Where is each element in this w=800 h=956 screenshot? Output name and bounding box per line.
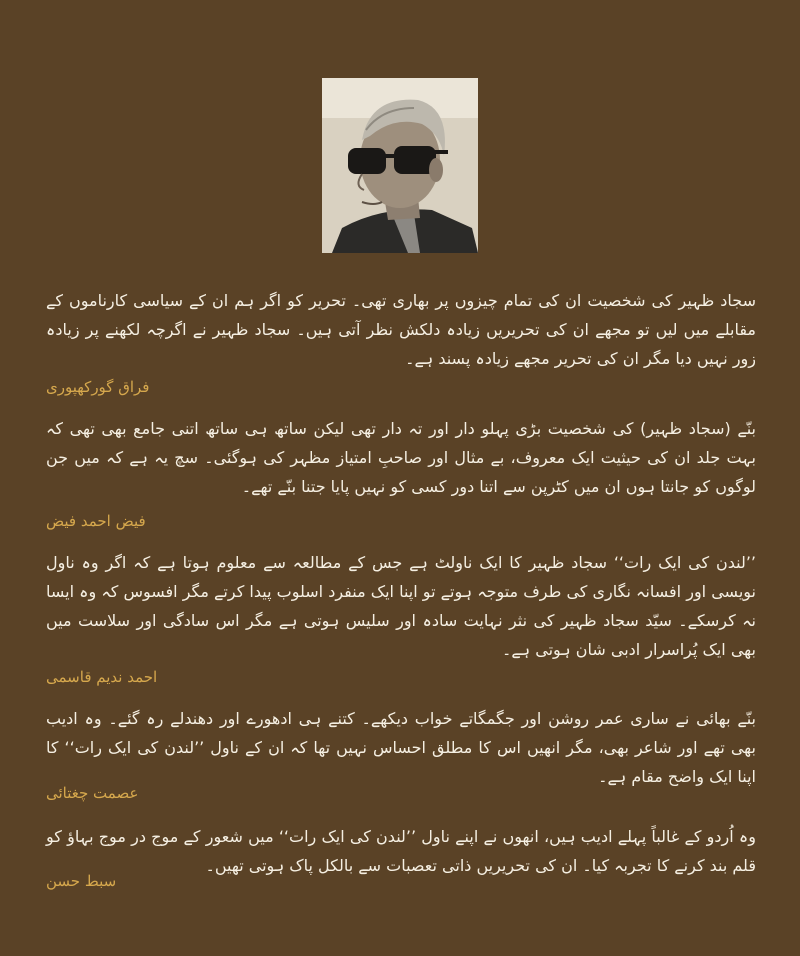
quotes-list bbox=[46, 286, 756, 892]
quote-block bbox=[46, 286, 756, 398]
quote-author: احمد ندیم قاسمی bbox=[46, 668, 158, 686]
quote-block bbox=[46, 822, 756, 892]
quote-text: ’’لندن کی ایک رات‘‘ سجاد ظہیر کا ایک ناولٹ ہے جس کے مطالعہ سے معلوم ہوتا ہے کہ اگر وہ ناول نویسی اور افسانہ نگاری کی طرف متوجہ ہوتے تو اپنا ایک منفرد اسلوب پیدا کرتے مگر افسوس کہ وہ ایسا نہ کرسکے۔ سیّد سجاد ظہیر کی نثر نہایت سادہ اور سلیس ہوتی ہے مگر اس سادگی اور سلاست میں بھی ایک پُراسرار ادبی شان ہوتی ہے۔ bbox=[46, 553, 757, 659]
quote-block bbox=[46, 414, 756, 532]
quote-author: سبط حسن bbox=[46, 872, 117, 890]
quote-text: بنّے بھائی نے ساری عمر روشن اور جگمگاتے خواب دیکھے۔ کتنے ہی ادھورے اور دھندلے رہ گئے۔ وہ ادیب بھی تھے اور شاعر بھی، مگر انھیں اس کا مطلق احساس نہیں تھا کہ ان کے ناول ’’لندن کی ایک رات‘‘ کا اپنا ایک واضح مقام ہے۔ bbox=[46, 709, 756, 786]
portrait-photo bbox=[322, 78, 478, 253]
quote-block bbox=[46, 548, 756, 688]
quote-author: فراق گورکھپوری bbox=[46, 378, 150, 396]
quote-text: بنّے (سجاد ظہیر) کی شخصیت بڑی پہلو دار اور تہ دار تھی لیکن ساتھ ہی ساتھ اتنی جامع بھی تھی کہ بہت جلد ان کی حیثیت ایک معروف، بے مثال اور صاحبِ امتیاز مظہر کی ہوگئی۔ سچ یہ ہے کہ میں جن لوگوں کو جانتا ہوں ان میں کٹرپن سے اتنا دور کسی کو نہیں پایا جتنا بنّے تھے۔ bbox=[46, 419, 756, 496]
quote-text: سجاد ظہیر کی شخصیت ان کی تمام چیزوں پر بھاری تھی۔ تحریر کو اگر ہم ان کے سیاسی کارناموں کے مقابلے میں لیں تو مجھے ان کی تحریریں زیادہ دلکش نظر آتی ہیں۔ سجاد ظہیر نے اگرچہ لکھنے پر زیادہ زور نہیں دیا مگر ان کی تحریر مجھے زیادہ پسند ہے۔ bbox=[46, 291, 756, 368]
quote-block bbox=[46, 704, 756, 804]
quote-text: وہ اُردو کے غالباً پہلے ادیب ہیں، انھوں نے اپنے ناول ’’لندن کی ایک رات‘‘ میں شعور کے موج در موج بہاؤ کو قلم بند کرنے کا تجربہ کیا۔ ان کی تحریریں ذاتی تعصبات سے بالکل پاک ہوتی تھیں۔ bbox=[46, 827, 756, 875]
portrait-icon bbox=[322, 78, 478, 253]
quote-author: عصمت چغتائی bbox=[46, 784, 139, 802]
quote-author: فیض احمد فیض bbox=[46, 512, 146, 530]
